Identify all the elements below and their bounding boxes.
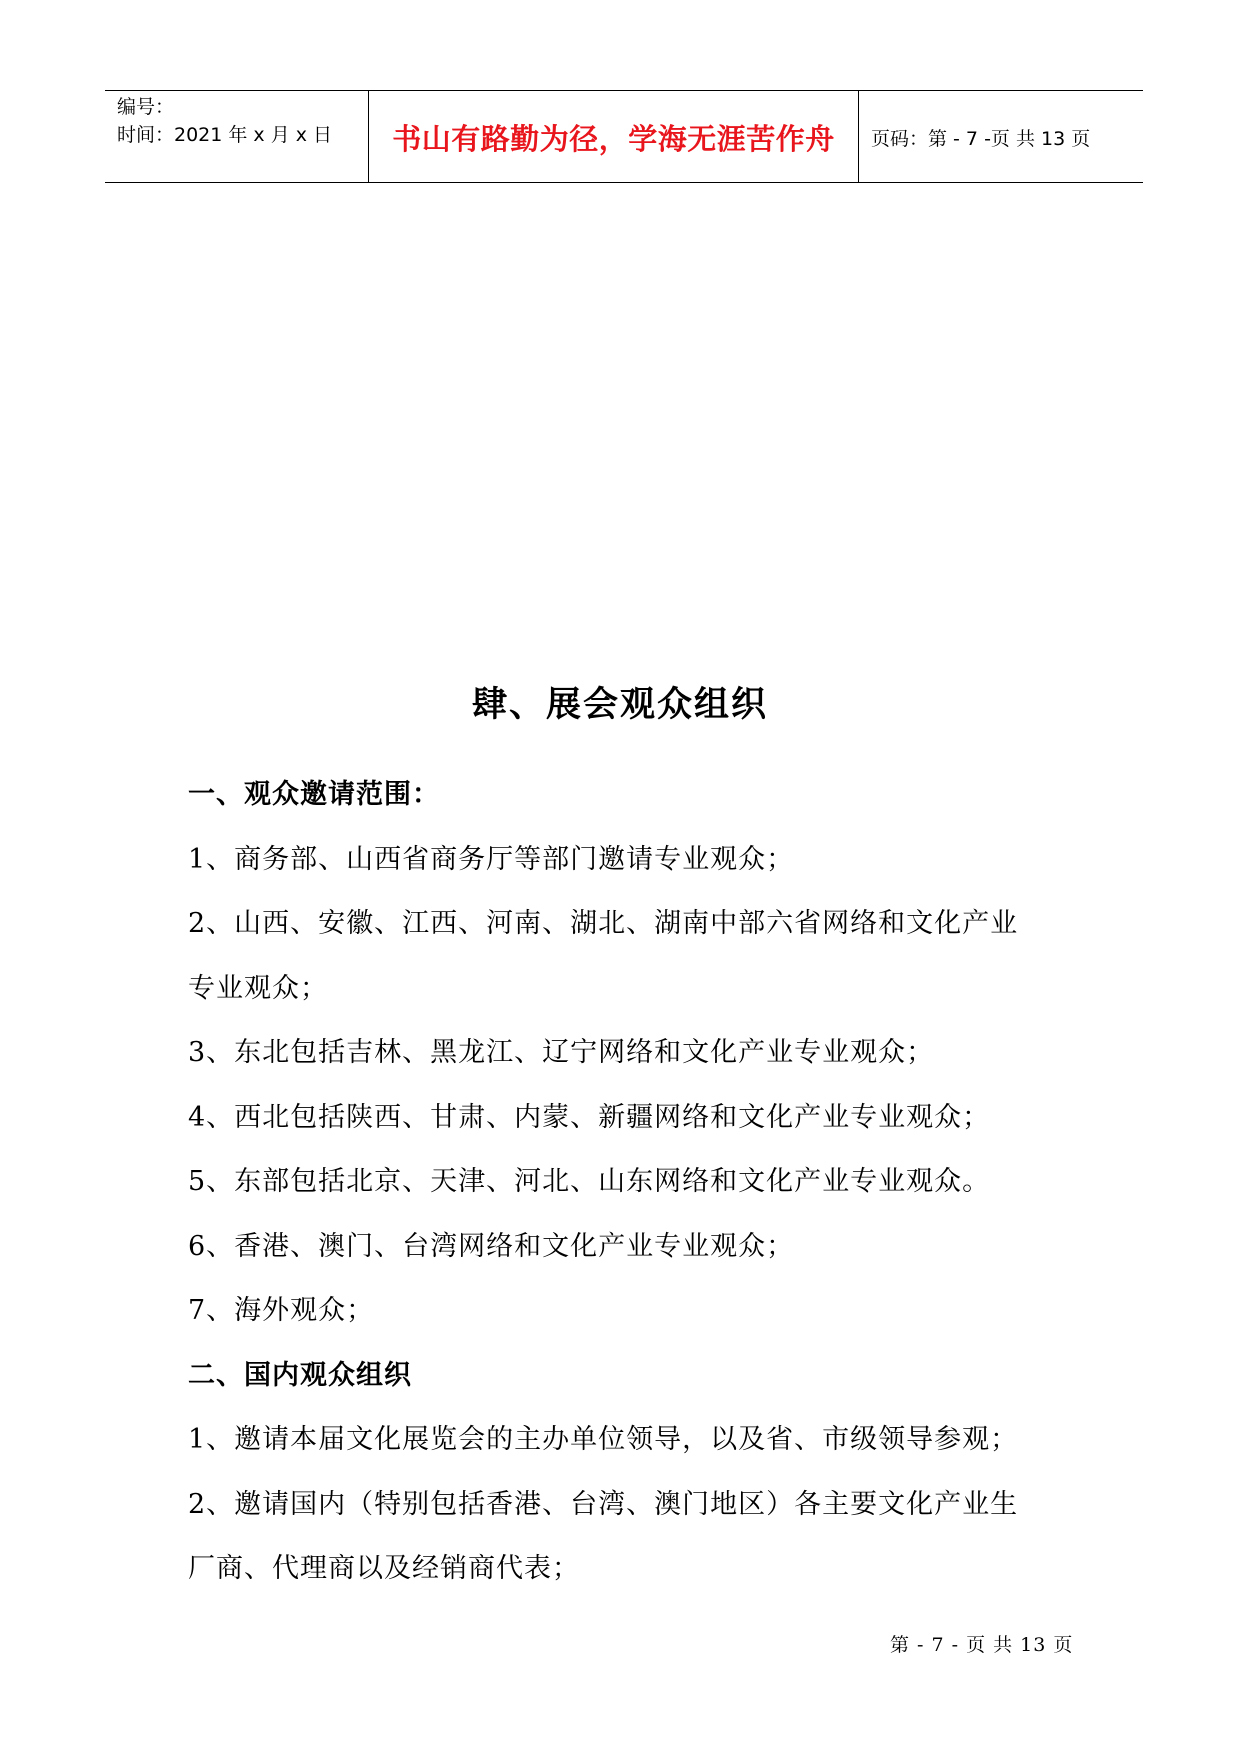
header-motto: 书山有路勤为径，学海无涯苦作舟 xyxy=(392,122,835,156)
section-heading: 二、国内观众组织 xyxy=(188,1359,412,1391)
header-divider xyxy=(858,91,859,182)
list-item: 6、香港、澳门、台湾网络和文化产业专业观众； xyxy=(188,1230,795,1262)
title-spacer xyxy=(188,740,1068,763)
list-item: 3、东北包括吉林、黑龙江、辽宁网络和文化产业专业观众； xyxy=(188,1037,935,1068)
list-item-continuation: 专业观众； xyxy=(188,972,328,1004)
chapter-title: 肆、展会观众组织 xyxy=(471,684,768,725)
header-meta xyxy=(117,93,332,149)
header-page-info: 页码：第 - 7 -页 共 13 页 xyxy=(871,128,1091,150)
serial-number-label: 编号： xyxy=(117,96,175,118)
list-item: 4、西北包括陕西、甘肃、内蒙、新疆网络和文化产业专业观众； xyxy=(188,1101,991,1133)
page-footer: 第 - 7 - 页 共 13 页 xyxy=(890,1634,1074,1656)
document-body xyxy=(188,670,1068,1602)
list-item: 5、东部包括北京、天津、河北、山东网络和文化产业专业观众。 xyxy=(188,1166,991,1197)
date-label: 时间：2021 年 x 月 x 日 xyxy=(117,124,333,146)
list-item: 1、邀请本届文化展览会的主办单位领导，以及省、市级领导参观； xyxy=(188,1424,1019,1455)
list-item: 1、商务部、山西省商务厅等部门邀请专业观众； xyxy=(188,843,795,875)
list-item: 2、山西、安徽、江西、河南、湖北、湖南中部六省网络和文化产业 xyxy=(188,908,1019,939)
section-heading: 一、观众邀请范围： xyxy=(188,779,440,810)
list-item: 2、邀请国内（特别包括香港、台湾、澳门地区）各主要文化产业生 xyxy=(188,1488,1019,1520)
page-header xyxy=(105,90,1143,183)
list-item: 7、海外观众； xyxy=(188,1295,375,1326)
list-item-continuation: 厂商、代理商以及经销商代表； xyxy=(188,1553,580,1584)
